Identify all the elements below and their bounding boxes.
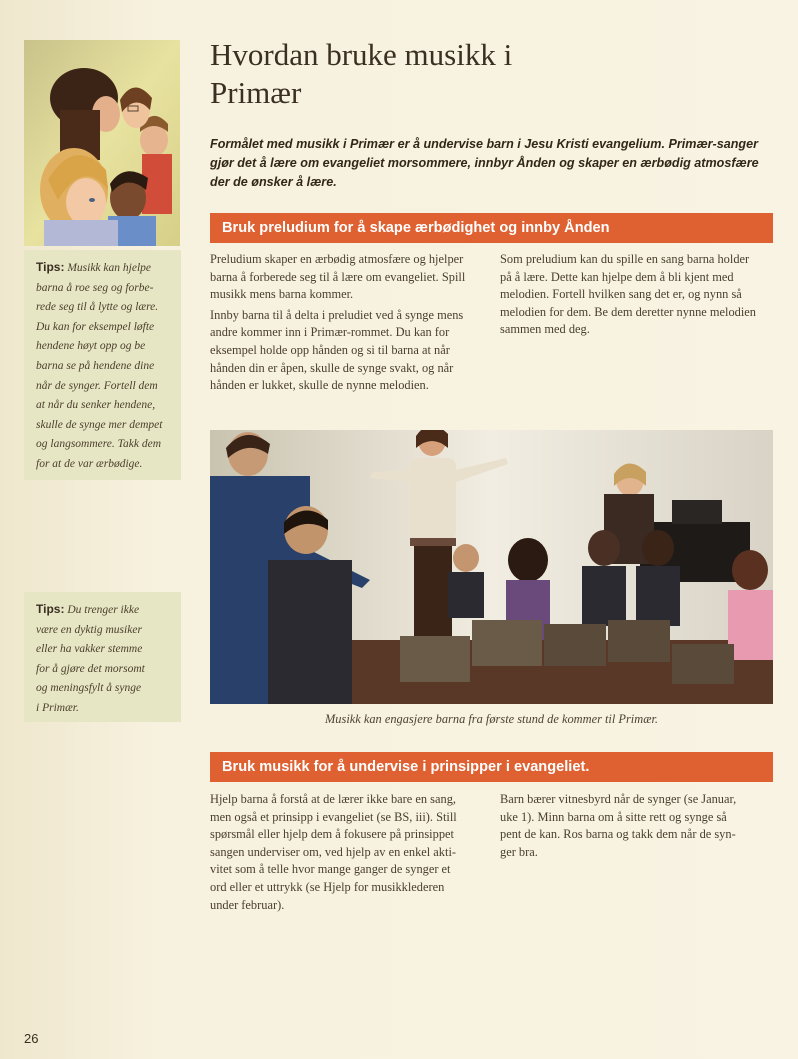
section1-right-column bbox=[500, 251, 775, 342]
text-line: sammen med deg. bbox=[500, 322, 590, 337]
tip-label: Tips: bbox=[36, 260, 65, 274]
text-line: ord eller et uttrykk (se Hjelp for musikklederen bbox=[210, 879, 445, 894]
text-line: Barn bærer vitnesbyrd når de synger (se Januar, bbox=[500, 792, 737, 806]
tip-line: at når du senker hendene, bbox=[36, 399, 156, 412]
text-line: på å lære. Dette kan hjelpe dem å bli kjent med bbox=[500, 269, 734, 284]
tip-line: i Primær. bbox=[36, 701, 79, 714]
text-line: eksempel holde opp hånden og si til barna at når bbox=[210, 342, 450, 357]
text-line: vitet som å telle hvor mange ganger de synger et bbox=[210, 862, 451, 877]
tip-line: når de synger. Fortell dem bbox=[36, 379, 158, 392]
tip-line: eller ha vakker stemme bbox=[36, 643, 143, 656]
primary-music-photo bbox=[210, 430, 773, 704]
text-line: hånden din er åpen, skulle de synge svakt, og når bbox=[210, 360, 454, 375]
text-line: ger bra. bbox=[500, 844, 538, 859]
text-line: melodien. Fortell hvilken sang det er, og nynn så bbox=[500, 287, 742, 302]
tip-line: barna å roe seg og forbe- bbox=[36, 281, 154, 294]
tip-line: Musikk kan hjelpe bbox=[67, 262, 151, 274]
section2-left-column bbox=[210, 791, 493, 917]
tip-line: og meningsfylt å synge bbox=[36, 682, 142, 695]
paragraph bbox=[210, 307, 490, 395]
text-line: under februar). bbox=[210, 897, 285, 912]
text-line: Som preludium kan du spille en sang barna holder bbox=[500, 252, 750, 266]
text-line: Innby barna til å delta i preludiet ved å synge mens bbox=[210, 307, 464, 322]
tip-line: for at de var ærbødige. bbox=[36, 457, 143, 470]
paragraph bbox=[500, 791, 772, 861]
section2-right-column bbox=[500, 791, 772, 864]
text-line: melodien for dem. Be dem deretter nynne melodien bbox=[500, 304, 756, 319]
tip-box-reverence bbox=[24, 250, 181, 480]
text-line: musikk mens barna kommer. bbox=[210, 287, 354, 302]
tip-label: Tips: bbox=[36, 602, 65, 616]
intro-paragraph: Formålet med musikk i Primær er å undervise barn i Jesu Kristi evangelium. Primær-sanger gjør det å lære om evangeliet morsommere, innbyr Ånden og skaper en ærbødig atmosfære der de ønsker å lære. bbox=[210, 137, 759, 189]
text-line: uke 1). Minn barna om å sitte rett og synge så bbox=[500, 809, 727, 824]
text-line: andre kommer inn i Primær-rommet. Du kan for bbox=[210, 325, 450, 340]
tip-line: rede seg til å lytte og lære. bbox=[36, 301, 159, 314]
text-line: spørsmål eller hjelp dem å fokusere på prinsippet bbox=[210, 827, 454, 842]
section1-left-column bbox=[210, 251, 490, 398]
photo-caption: Musikk kan engasjere barna fra første stund de kommer til Primær. bbox=[324, 712, 659, 726]
text-line: Hjelp barna å forstå at de lærer ikke bare en sang, bbox=[210, 792, 456, 806]
section-heading-prelude: Bruk preludium for å skape ærbødighet og innby Ånden bbox=[210, 213, 773, 243]
paragraph bbox=[210, 251, 490, 304]
tip-line: for å gjøre det morsomt bbox=[36, 662, 145, 675]
paragraph bbox=[210, 791, 493, 914]
tip-line: barna se på hendene dine bbox=[36, 359, 155, 372]
tip-line: skulle de synge mer dempet bbox=[36, 418, 163, 431]
text-line: pent de kan. Ros barna og takk dem når de syn- bbox=[500, 827, 736, 842]
text-line: men også et prinsipp i evangeliet (se BS, iii). Still bbox=[210, 809, 457, 824]
page-title: Hvordan bruke musikk i Primær bbox=[210, 37, 513, 110]
text-line: barna å forberede seg til å lære om evangeliet. Spill bbox=[210, 269, 466, 284]
text-line: sangen underviser om, ved hjelp av en enkel akti- bbox=[210, 844, 457, 859]
tip-line: og langsommere. Takk dem bbox=[36, 438, 161, 451]
page-number: 26 bbox=[24, 1031, 39, 1046]
text-line: Preludium skaper en ærbødig atmosfære og hjelper bbox=[210, 252, 464, 266]
tip-line: Du kan for eksempel løfte bbox=[36, 320, 155, 333]
tip-line: Du trenger ikke bbox=[67, 604, 140, 616]
tip-line: være en dyktig musiker bbox=[36, 623, 142, 636]
text-line: hånden er lukket, skulle de nynne melodien. bbox=[210, 378, 429, 393]
section-heading-principles: Bruk musikk for å undervise i prinsipper i evangeliet. bbox=[210, 752, 773, 782]
children-singing-illustration bbox=[24, 40, 180, 246]
tip-box-musician bbox=[24, 592, 181, 722]
paragraph bbox=[500, 251, 775, 339]
tip-line: hendene høyt opp og be bbox=[36, 340, 146, 353]
